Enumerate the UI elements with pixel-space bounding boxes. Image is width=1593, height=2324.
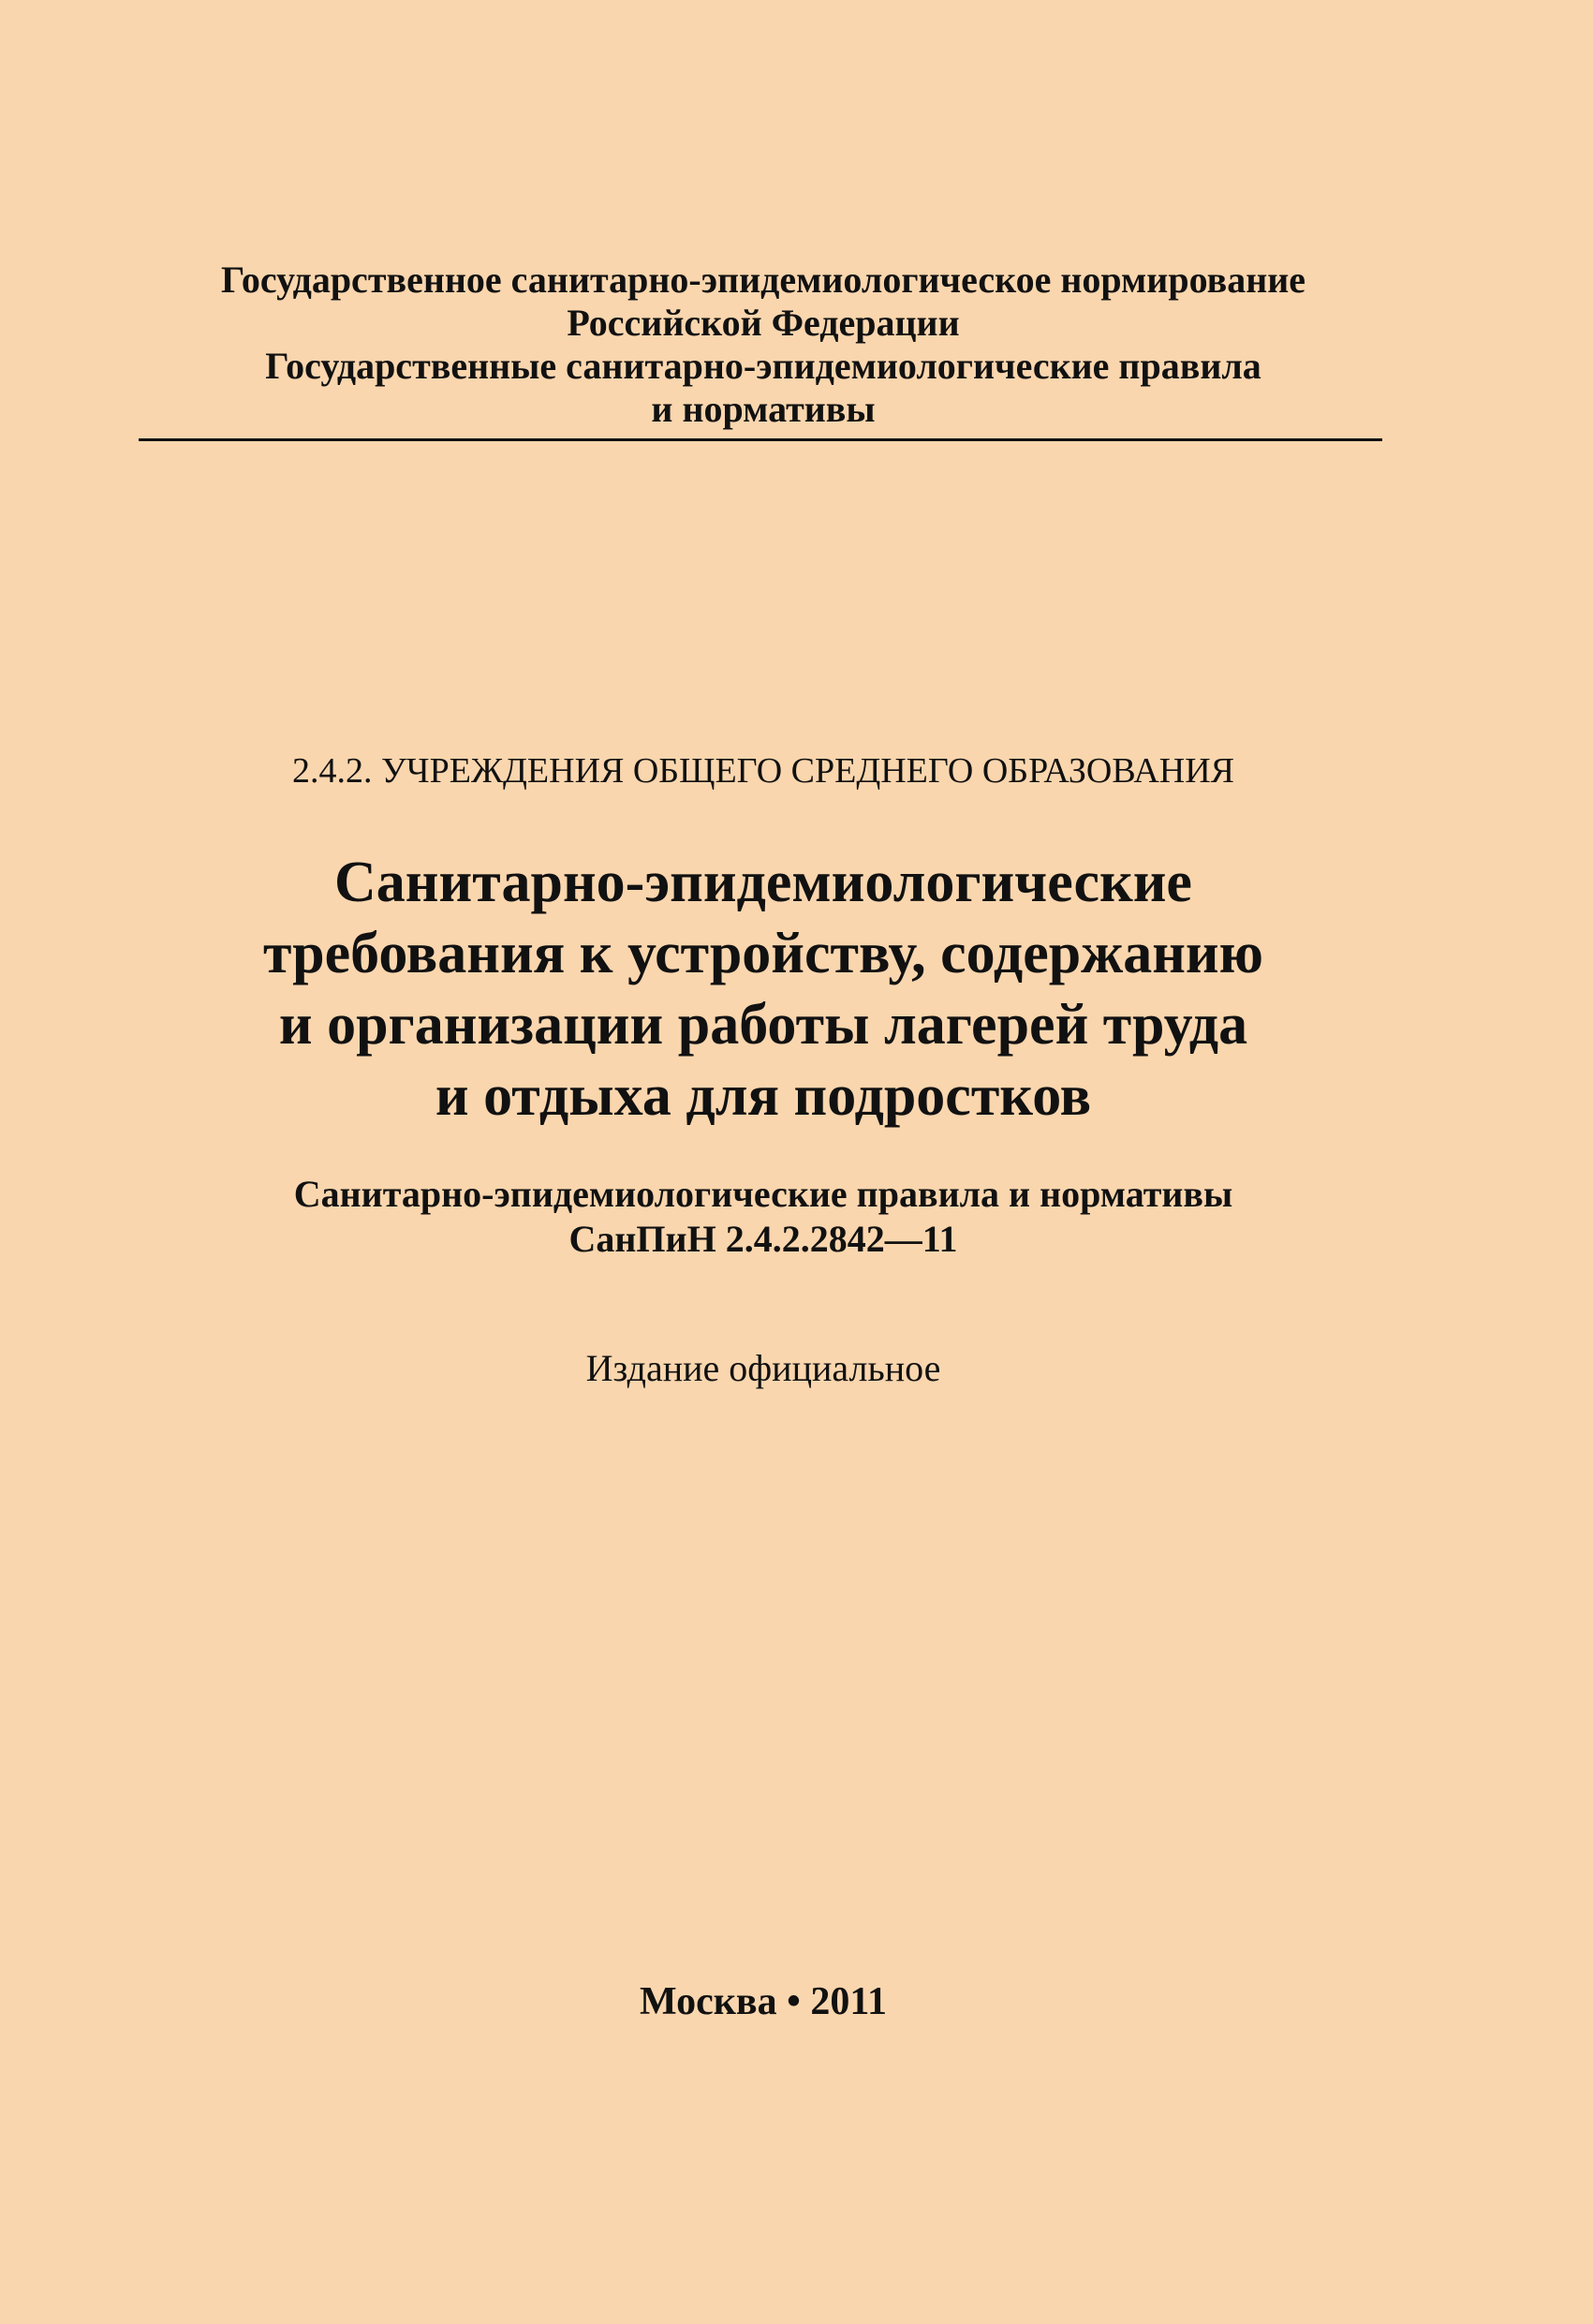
header-divider bbox=[139, 438, 1382, 441]
document-title-line: и отдыха для подростков bbox=[435, 1064, 1092, 1128]
document-title-line: Санитарно-эпидемиологические bbox=[334, 851, 1192, 914]
series-header-line: Государственное санитарно-эпидемиологическое нормирование bbox=[220, 259, 1306, 301]
edition-label: Издание официальное bbox=[585, 1347, 941, 1389]
document-code: СанПиН 2.4.2.2842—11 bbox=[568, 1218, 958, 1260]
series-header-line: Государственные санитарно-эпидемиологические правила bbox=[265, 345, 1261, 387]
series-header-line: Российской Федерации bbox=[567, 302, 960, 344]
document-subtitle-line: Санитарно-эпидемиологические правила и нормативы bbox=[293, 1173, 1233, 1215]
series-header bbox=[140, 259, 1386, 431]
document-title-line: требования к устройству, содержанию bbox=[262, 922, 1264, 985]
document-title bbox=[140, 847, 1386, 1132]
publication-imprint: Москва • 2011 bbox=[640, 1980, 887, 2023]
series-header-line: и нормативы bbox=[651, 388, 876, 430]
document-title-line: и организации работы лагерей труда bbox=[278, 993, 1248, 1057]
document-subtitle bbox=[140, 1172, 1386, 1262]
section-heading: 2.4.2. УЧРЕЖДЕНИЯ ОБЩЕГО СРЕДНЕГО ОБРАЗОВАНИЯ bbox=[292, 751, 1234, 791]
